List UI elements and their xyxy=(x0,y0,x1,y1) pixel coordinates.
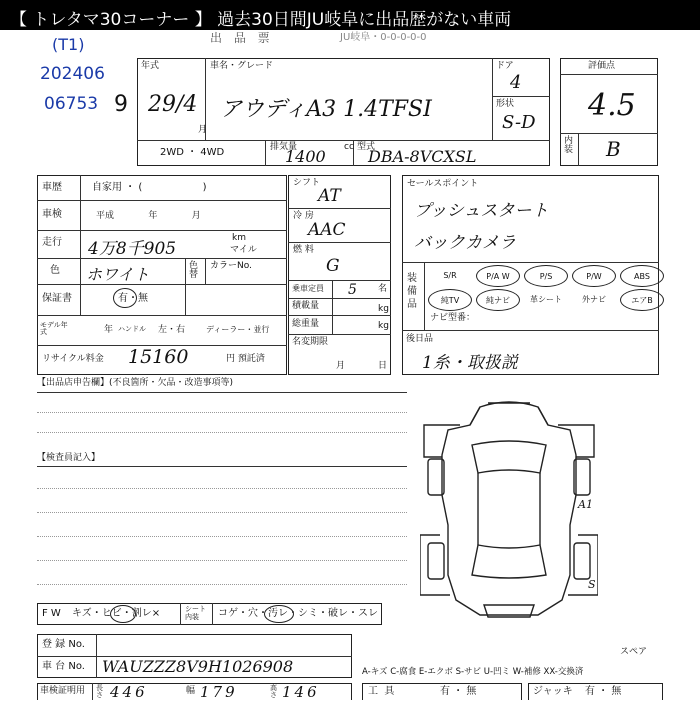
name-change-day: 日 xyxy=(378,361,388,371)
model-year-unit: 年 xyxy=(104,325,114,335)
capacity-label: 乗車定員 xyxy=(292,284,324,293)
equipment-item: エアB xyxy=(620,289,664,311)
color-change-label: 色替 xyxy=(189,261,199,280)
rating-label: 評価点 xyxy=(588,61,616,71)
km-unit: km xyxy=(232,233,246,243)
recycle-value: 15160 xyxy=(128,346,189,368)
cc-unit: cc xyxy=(344,142,354,152)
recycle-label: リサイクル料金 xyxy=(42,354,104,364)
tools-value: 有 ・ 無 xyxy=(440,686,477,697)
equipment-item: 純TV xyxy=(428,289,472,311)
inspector-notes-label: 【検査員記入】 xyxy=(37,453,101,463)
doors-value: 4 xyxy=(510,72,522,93)
ac-value: AAC xyxy=(308,220,346,240)
stamp-line2: 06753 xyxy=(44,94,99,114)
header-code: JU岐阜・0-0-0-0-0 xyxy=(340,32,427,43)
mileage-label: 走行 xyxy=(42,237,62,248)
warranty-circle xyxy=(113,288,137,308)
name-grade-value: アウディA3 1.4TFSI xyxy=(220,97,432,122)
warranty-label: 保証書 xyxy=(42,293,72,304)
interior-value: B xyxy=(606,137,621,161)
ac-label: 冷 房 xyxy=(293,211,314,221)
body-type-label: 形状 xyxy=(496,99,515,109)
model-code-value: DBA-8VCXSL xyxy=(368,147,477,166)
stamp-line1: 202406 xyxy=(40,64,105,84)
gross-unit: kg xyxy=(378,321,389,331)
history-value: 自家用 ・ ( ) xyxy=(92,182,207,193)
year-label: 年式 xyxy=(141,61,160,71)
mileage-value: 4万8千905 xyxy=(88,239,177,259)
name-grade-label: 車名・グレード xyxy=(210,61,274,71)
height-value: 146 xyxy=(282,683,320,701)
shift-label: シフト xyxy=(293,178,321,188)
recycle-unit: 円 預託済 xyxy=(226,354,265,364)
rating-value: 4.5 xyxy=(588,88,636,123)
model-code-label: 型式 xyxy=(357,142,376,152)
equipment-item: 革シート xyxy=(530,295,562,304)
month-unit: 月 xyxy=(198,125,208,135)
fuel-label: 燃 料 xyxy=(293,245,314,255)
seller-notes-label: 【出品店申告欄】(不良箇所・欠品・改造事項等) xyxy=(37,378,234,388)
car-damage-diagram xyxy=(420,395,598,625)
color-no-label: カラーNo. xyxy=(210,261,252,271)
banner-text: 【 トレタマ30コーナー 】 過去30日間JU岐阜に出品歴がない車両 xyxy=(10,10,512,30)
length-label: 長さ xyxy=(96,684,103,699)
name-change-month: 月 xyxy=(336,361,346,371)
gross-label: 総重量 xyxy=(292,319,320,329)
cert-label: 車検証明用 xyxy=(40,686,86,696)
equipment-item: P/A W xyxy=(476,265,520,287)
body-type-value: S-D xyxy=(502,112,536,133)
stamp-suffix-digit: 9 xyxy=(114,92,128,117)
sales-point-1: プッシュスタート xyxy=(414,201,549,221)
seat-label: シート内装 xyxy=(185,605,206,621)
width-value: 179 xyxy=(200,683,238,701)
equipment-label: 装備品 xyxy=(407,273,417,310)
stamp-tag: (T1) xyxy=(52,35,85,54)
fw-label: F W xyxy=(42,608,61,619)
year-value: 29/4 xyxy=(148,92,198,117)
displacement-value: 1400 xyxy=(285,147,326,166)
after-notes-value: 1糸・取扱説 xyxy=(422,353,518,373)
length-value: 446 xyxy=(110,683,148,701)
name-change-label: 名変期限 xyxy=(292,337,329,347)
doors-label: ドア xyxy=(496,61,514,71)
damage-mark-s: S xyxy=(588,578,596,591)
equipment-item: ABS xyxy=(620,265,664,287)
load-unit: kg xyxy=(378,304,389,314)
fw-circle xyxy=(110,605,136,623)
spare-label: スペア xyxy=(620,647,648,657)
equipment-item: P/W xyxy=(572,265,616,287)
capacity-unit: 名 xyxy=(378,284,388,294)
warranty-value: 有・無 xyxy=(118,293,148,304)
inspection-value: 平成 年 月 xyxy=(96,211,201,221)
after-notes-label: 後日品 xyxy=(406,334,434,344)
seat-items: コゲ・穴・汚レ・シミ・破レ・スレ xyxy=(218,608,378,619)
inspection-label: 車検 xyxy=(42,209,62,220)
navi-type-label: ナビ型番： xyxy=(430,313,476,323)
load-label: 積載量 xyxy=(292,301,320,311)
model-year-label: モデル年式 xyxy=(40,321,68,336)
fuel-value: G xyxy=(326,256,340,276)
sheet-title: 出 品 票 xyxy=(210,31,274,45)
drive-label: 2WD ・ 4WD xyxy=(160,147,225,158)
interior-label: 内装 xyxy=(564,136,574,155)
dealer-label: ディーラー・並行 xyxy=(206,325,270,334)
damage-legend: A-キズ C-腐食 E-エクボ S-サビ U-凹ミ W-補修 XX-交換済 xyxy=(362,667,584,677)
fw-items: キズ・ヒビ・割レ× xyxy=(72,608,161,619)
color-value: ホワイト xyxy=(86,265,150,284)
mile-unit: マイル xyxy=(230,245,257,255)
handle-value: 左・右 xyxy=(158,325,186,335)
sales-point-2: バックカメラ xyxy=(414,233,516,253)
capacity-value: 5 xyxy=(348,282,357,298)
equipment-item: 外ナビ xyxy=(582,295,606,304)
sales-point-label: セールスポイント xyxy=(407,179,479,189)
equipment-item: P/S xyxy=(524,265,568,287)
color-label: 色 xyxy=(50,265,60,276)
handle-label: ハンドル xyxy=(118,325,146,333)
lot-stamp xyxy=(30,32,130,122)
chassis-no-value: WAUZZZ8V9H1026908 xyxy=(102,657,294,676)
damage-mark-a1: A1 xyxy=(578,498,593,511)
width-label: 幅 xyxy=(186,686,196,696)
equipment-item: 純ナビ xyxy=(476,289,520,311)
chassis-no-label: 車 台 No. xyxy=(42,661,85,672)
banner xyxy=(0,0,700,30)
jack-label: ジャッキ xyxy=(533,686,573,697)
jack-value: 有 ・ 無 xyxy=(585,686,622,697)
tools-label: 工 具 xyxy=(368,686,395,697)
history-label: 車歴 xyxy=(42,182,62,193)
seat-circle xyxy=(264,605,294,623)
equipment-item: S/R xyxy=(443,271,457,280)
reg-no-label: 登 録 No. xyxy=(42,639,85,650)
shift-value: AT xyxy=(318,186,341,206)
height-label: 高さ xyxy=(270,684,277,699)
displacement-label: 排気量 xyxy=(270,142,298,152)
